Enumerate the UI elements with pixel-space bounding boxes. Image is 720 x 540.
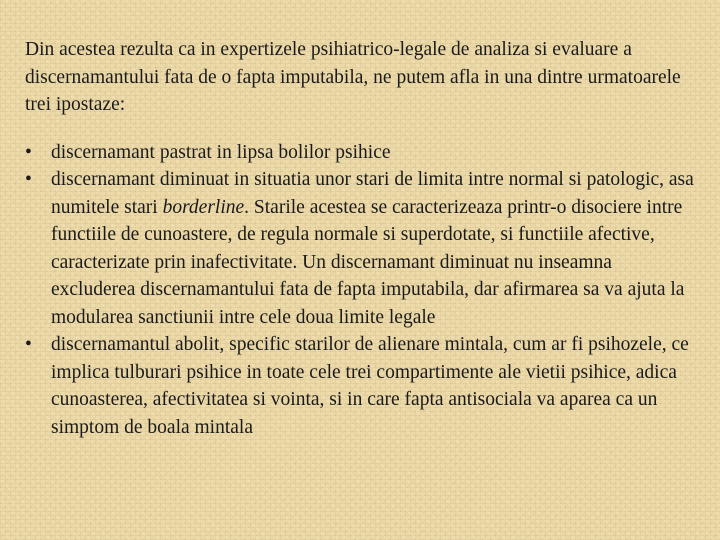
bullet-icon: • bbox=[25, 334, 32, 355]
list-item-abolished bbox=[25, 331, 695, 441]
list-item-text: discernamantul abolit, specific starilor de alienare mintala, cum ar fi psihozele, ce implica tulburari psihice in toate cele trei compartimente ale vietii psihice, adica cunoasterea, afectivitatea si vointa, si in care fapta antisociala va aparea ca un simptom de boala mintala bbox=[51, 334, 689, 438]
bullet-icon: • bbox=[25, 141, 32, 163]
list-item-preserved bbox=[25, 139, 695, 167]
list-item-text: discernamant pastrat in lipsa bolilor psihice bbox=[51, 141, 391, 163]
bullet-list bbox=[25, 139, 695, 442]
list-item-text-after: . Starile acestea se caracterizeaza printr-o disociere intre functiile de cunoastere, de regula normale si superdotate, si functiile afective, caracterizate prin inafectivitate. Un discernamant diminuat nu inseamna excluderea discernamantului fata de fapta imputabila, dar afirmarea sa va ajuta la modularea sanctiunii intre cele doua limite legale bbox=[51, 196, 685, 328]
list-item-text-before: discernamant diminuat in situatia unor stari de limita intre normal si patologic, asa numitele stari bbox=[51, 169, 694, 218]
bullet-icon: • bbox=[25, 169, 32, 190]
list-item-diminished bbox=[25, 166, 695, 331]
italic-term: borderline bbox=[162, 196, 245, 218]
intro-paragraph: Din acestea rezulta ca in expertizele psihiatrico-legale de analiza si evaluare a discernamantului fata de o fapta imputabila, ne putem afla in una dintre urmatoarele trei ipostaze: bbox=[25, 39, 681, 115]
slide-content bbox=[25, 36, 695, 441]
